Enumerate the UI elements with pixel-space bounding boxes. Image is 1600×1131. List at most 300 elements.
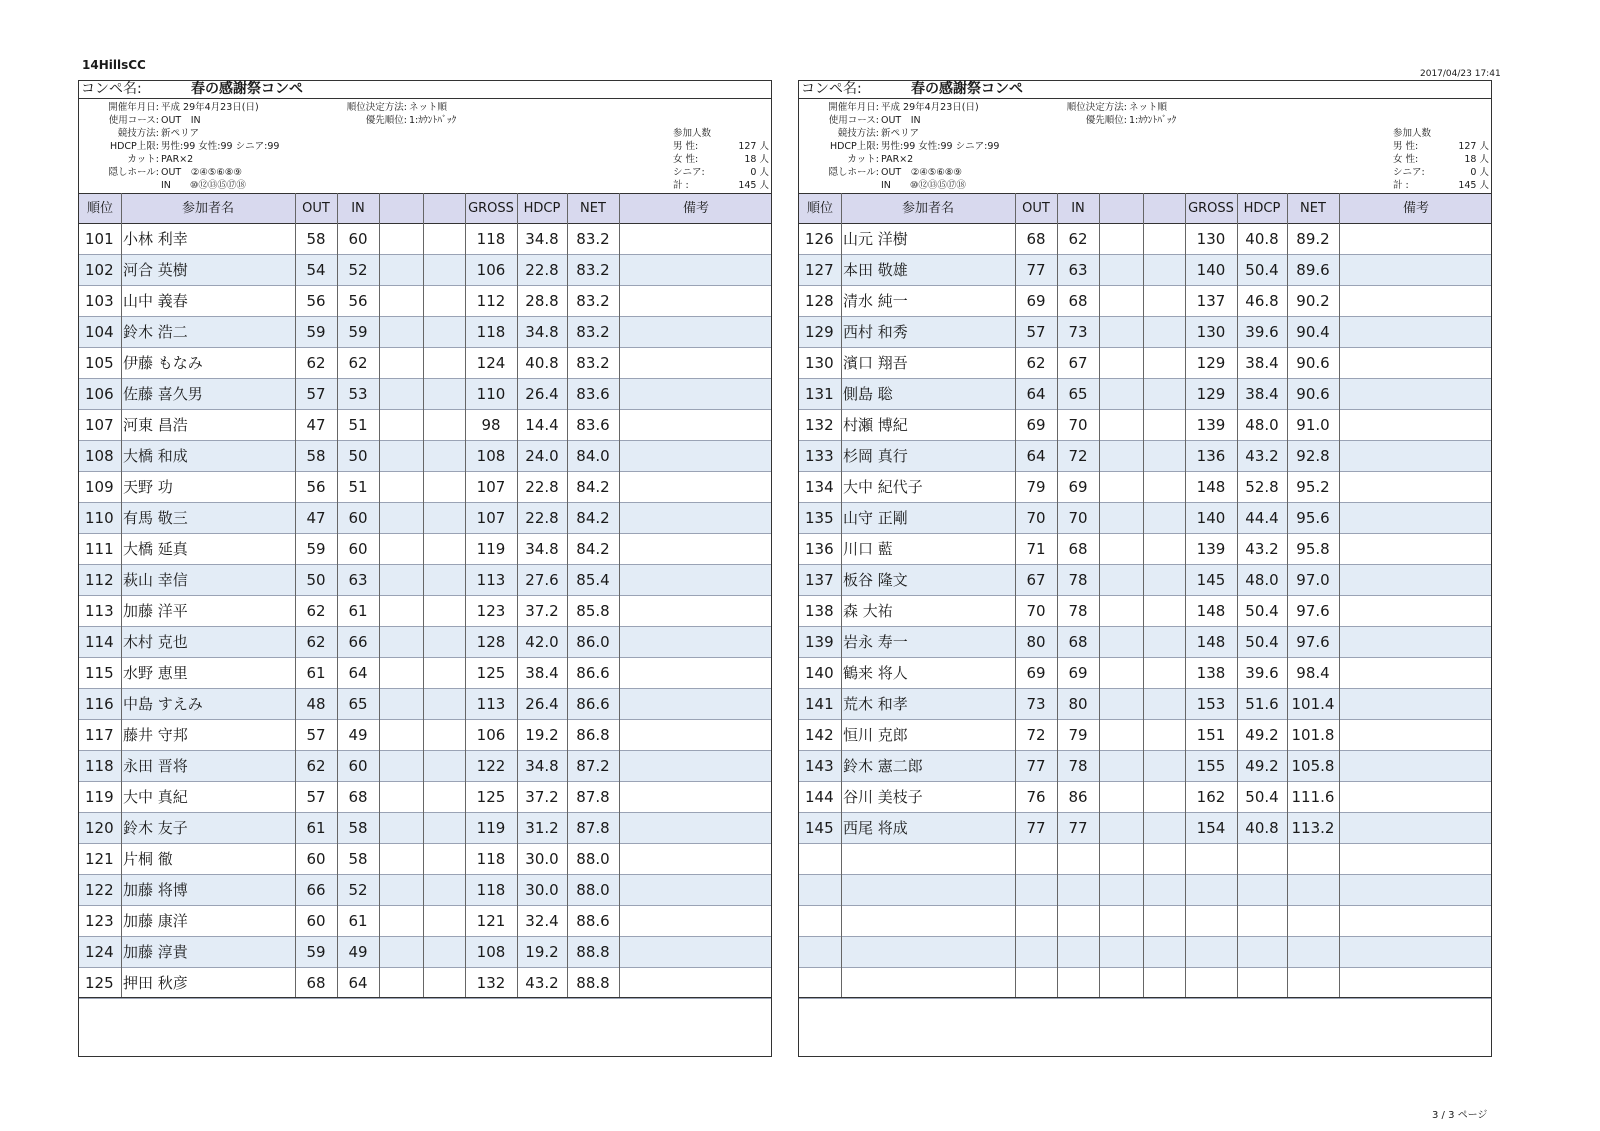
name-cell: 大橋 和成 xyxy=(123,447,188,465)
rank-cell: 111 xyxy=(85,540,114,558)
out-cell: 61 xyxy=(306,664,326,682)
gross-cell: 128 xyxy=(476,633,506,651)
grid-line xyxy=(1057,193,1058,997)
table-row xyxy=(799,379,1491,410)
table-row xyxy=(799,875,1491,906)
out-cell: 57 xyxy=(306,726,326,744)
net-cell: 85.4 xyxy=(576,571,610,589)
net-cell: 86.0 xyxy=(576,633,610,651)
info-value: 平成 29年4月23日(日) xyxy=(161,102,259,113)
rank-cell: 123 xyxy=(85,912,114,930)
net-cell: 83.2 xyxy=(576,323,610,341)
info-key: 隠しホール: xyxy=(108,167,159,178)
grid-line xyxy=(1237,193,1238,997)
table-bottom-border xyxy=(79,997,771,998)
info-key: カット: xyxy=(127,154,159,165)
net-cell: 113.2 xyxy=(1291,819,1335,837)
col-out: OUT xyxy=(1022,201,1050,216)
net-cell: 84.2 xyxy=(576,478,610,496)
in-cell: 63 xyxy=(1068,261,1088,279)
info-value: IN ⑩⑫⑬⑮⑰⑱ xyxy=(881,180,966,191)
table-row xyxy=(799,503,1491,534)
out-cell: 69 xyxy=(1026,664,1046,682)
gross-cell: 124 xyxy=(476,354,506,372)
grid-line xyxy=(1099,193,1100,997)
info-value: 新ペリア xyxy=(881,128,920,139)
hdcp-cell: 30.0 xyxy=(525,850,559,868)
table-row xyxy=(799,317,1491,348)
rank-cell: 131 xyxy=(805,385,834,403)
gross-cell: 130 xyxy=(1196,323,1226,341)
gross-cell: 119 xyxy=(476,540,506,558)
net-cell: 97.0 xyxy=(1296,571,1330,589)
gross-cell: 106 xyxy=(476,261,506,279)
rank-method-label: 順位決定方法: xyxy=(346,102,407,113)
table-row xyxy=(79,286,771,317)
table-row xyxy=(79,317,771,348)
net-cell: 88.0 xyxy=(576,850,610,868)
net-cell: 83.6 xyxy=(576,385,610,403)
net-cell: 98.4 xyxy=(1296,664,1330,682)
rank-method-block xyxy=(1039,102,1239,140)
col-gross: GROSS xyxy=(1188,201,1234,216)
rank-cell: 128 xyxy=(805,292,834,310)
gross-cell: 138 xyxy=(1196,664,1226,682)
gross-cell: 125 xyxy=(476,788,506,806)
hdcp-cell: 44.4 xyxy=(1245,509,1279,527)
name-cell: 加藤 康洋 xyxy=(123,912,188,930)
hdcp-cell: 31.2 xyxy=(525,819,559,837)
rank-cell: 120 xyxy=(85,819,114,837)
table-row xyxy=(799,906,1491,937)
name-cell: 加藤 洋平 xyxy=(123,602,188,620)
col-in: IN xyxy=(351,201,365,216)
table-row xyxy=(79,472,771,503)
rank-cell: 144 xyxy=(805,788,834,806)
gross-cell: 148 xyxy=(1196,478,1226,496)
in-cell: 61 xyxy=(348,912,368,930)
rank-cell: 127 xyxy=(805,261,834,279)
out-cell: 62 xyxy=(1026,354,1046,372)
out-cell: 61 xyxy=(306,819,326,837)
gross-cell: 155 xyxy=(1196,757,1226,775)
count-key: 女 性: xyxy=(1393,154,1419,165)
table-row xyxy=(799,534,1491,565)
table-row xyxy=(79,782,771,813)
name-cell: 加藤 将博 xyxy=(123,881,188,899)
table-row xyxy=(799,658,1491,689)
info-key: 開催年月日: xyxy=(108,102,159,113)
rank-cell: 112 xyxy=(85,571,114,589)
results-panel-left xyxy=(78,80,772,1057)
hdcp-cell: 49.2 xyxy=(1245,726,1279,744)
name-cell: 村瀬 博紀 xyxy=(843,416,908,434)
hdcp-cell: 49.2 xyxy=(1245,757,1279,775)
grid-line xyxy=(619,193,620,997)
hdcp-cell: 43.2 xyxy=(525,974,559,992)
in-cell: 72 xyxy=(1068,447,1088,465)
out-cell: 77 xyxy=(1026,819,1046,837)
name-cell: 有馬 敬三 xyxy=(123,509,188,527)
grid-line xyxy=(1185,193,1186,997)
net-cell: 97.6 xyxy=(1296,633,1330,651)
hdcp-cell: 22.8 xyxy=(525,509,559,527)
rank-cell: 139 xyxy=(805,633,834,651)
gross-cell: 98 xyxy=(481,416,501,434)
hdcp-cell: 43.2 xyxy=(1245,447,1279,465)
out-cell: 59 xyxy=(306,943,326,961)
rank-cell: 135 xyxy=(805,509,834,527)
hdcp-cell: 27.6 xyxy=(525,571,559,589)
info-value: IN ⑩⑫⑬⑮⑰⑱ xyxy=(161,180,246,191)
table-row xyxy=(79,224,771,255)
rank-cell: 133 xyxy=(805,447,834,465)
table-row xyxy=(799,565,1491,596)
name-cell: 杉岡 真行 xyxy=(843,447,908,465)
comp-title-bar xyxy=(79,81,771,99)
results-panel-right xyxy=(798,80,1492,1057)
gross-cell: 140 xyxy=(1196,261,1226,279)
hdcp-cell: 40.8 xyxy=(525,354,559,372)
out-cell: 70 xyxy=(1026,509,1046,527)
net-cell: 90.4 xyxy=(1296,323,1330,341)
hdcp-cell: 32.4 xyxy=(525,912,559,930)
comp-title-bar xyxy=(799,81,1491,99)
col-remarks: 備考 xyxy=(1402,201,1429,216)
hdcp-cell: 34.8 xyxy=(525,230,559,248)
grid-line xyxy=(1015,193,1016,997)
in-cell: 68 xyxy=(1068,540,1088,558)
table-header xyxy=(79,194,771,224)
grid-line xyxy=(1339,193,1340,997)
info-value: 平成 29年4月23日(日) xyxy=(881,102,979,113)
hdcp-cell: 38.4 xyxy=(1245,354,1279,372)
hdcp-cell: 30.0 xyxy=(525,881,559,899)
net-cell: 87.8 xyxy=(576,788,610,806)
gross-cell: 122 xyxy=(476,757,506,775)
name-cell: 西尾 将成 xyxy=(843,819,908,837)
net-cell: 83.2 xyxy=(576,230,610,248)
hdcp-cell: 19.2 xyxy=(525,943,559,961)
in-cell: 49 xyxy=(348,943,368,961)
name-cell: 加藤 淳貴 xyxy=(123,943,188,961)
out-cell: 68 xyxy=(1026,230,1046,248)
net-cell: 87.2 xyxy=(576,757,610,775)
out-cell: 80 xyxy=(1026,633,1046,651)
grid-line xyxy=(465,193,466,997)
net-cell: 83.6 xyxy=(576,416,610,434)
info-key: 競技方法: xyxy=(117,128,159,139)
table-row xyxy=(799,472,1491,503)
rank-cell: 134 xyxy=(805,478,834,496)
name-cell: 谷川 美枝子 xyxy=(843,788,923,806)
grid-line xyxy=(517,193,518,997)
col-out: OUT xyxy=(302,201,330,216)
name-cell: 押田 秋彦 xyxy=(123,974,188,992)
rank-cell: 103 xyxy=(85,292,114,310)
net-cell: 84.2 xyxy=(576,509,610,527)
gross-cell: 129 xyxy=(1196,385,1226,403)
net-cell: 86.8 xyxy=(576,726,610,744)
name-cell: 山守 正剛 xyxy=(843,509,908,527)
hdcp-cell: 48.0 xyxy=(1245,571,1279,589)
table-row xyxy=(799,968,1491,999)
col-name: 参加者名 xyxy=(901,201,954,216)
rank-cell: 141 xyxy=(805,695,834,713)
info-row xyxy=(799,153,1199,166)
net-cell: 87.8 xyxy=(576,819,610,837)
gross-cell: 113 xyxy=(476,695,506,713)
rank-cell: 126 xyxy=(805,230,834,248)
net-cell: 91.0 xyxy=(1296,416,1330,434)
hdcp-cell: 42.0 xyxy=(525,633,559,651)
in-cell: 78 xyxy=(1068,757,1088,775)
rank-cell: 140 xyxy=(805,664,834,682)
count-value: 145 人 xyxy=(1458,180,1489,191)
gross-cell: 118 xyxy=(476,850,506,868)
table-row xyxy=(79,813,771,844)
rank-cell: 132 xyxy=(805,416,834,434)
out-cell: 76 xyxy=(1026,788,1046,806)
gross-cell: 113 xyxy=(476,571,506,589)
table-row xyxy=(799,937,1491,968)
hdcp-cell: 46.8 xyxy=(1245,292,1279,310)
out-cell: 72 xyxy=(1026,726,1046,744)
out-cell: 47 xyxy=(306,509,326,527)
table-row xyxy=(79,441,771,472)
table-row xyxy=(79,534,771,565)
count-row xyxy=(1393,153,1493,166)
gross-cell: 148 xyxy=(1196,602,1226,620)
info-value: OUT ②④⑤⑥⑧⑨ xyxy=(161,167,242,178)
net-cell: 84.0 xyxy=(576,447,610,465)
hdcp-cell: 50.4 xyxy=(1245,261,1279,279)
out-cell: 59 xyxy=(306,540,326,558)
name-cell: 大中 紀代子 xyxy=(843,478,923,496)
gross-cell: 130 xyxy=(1196,230,1226,248)
gross-cell: 112 xyxy=(476,292,506,310)
count-row xyxy=(673,179,773,192)
name-cell: 伊藤 もなみ xyxy=(123,354,203,372)
in-cell: 69 xyxy=(1068,478,1088,496)
hdcp-cell: 43.2 xyxy=(1245,540,1279,558)
gross-cell: 110 xyxy=(476,385,506,403)
rank-cell: 125 xyxy=(85,974,114,992)
out-cell: 62 xyxy=(306,633,326,651)
rank-cell: 114 xyxy=(85,633,114,651)
table-row xyxy=(799,627,1491,658)
hdcp-cell: 48.0 xyxy=(1245,416,1279,434)
rank-cell: 105 xyxy=(85,354,114,372)
in-cell: 68 xyxy=(348,788,368,806)
hdcp-cell: 22.8 xyxy=(525,478,559,496)
info-key: 開催年月日: xyxy=(828,102,879,113)
count-row xyxy=(673,166,773,179)
name-cell: 鈴木 憲二郎 xyxy=(843,757,923,775)
out-cell: 62 xyxy=(306,757,326,775)
hdcp-cell: 38.4 xyxy=(1245,385,1279,403)
grid-line xyxy=(121,193,122,997)
name-cell: 側島 聡 xyxy=(843,385,893,403)
hdcp-cell: 37.2 xyxy=(525,602,559,620)
gross-cell: 108 xyxy=(476,943,506,961)
name-cell: 恒川 克郎 xyxy=(843,726,908,744)
in-cell: 60 xyxy=(348,509,368,527)
rank-cell: 130 xyxy=(805,354,834,372)
net-cell: 105.8 xyxy=(1291,757,1335,775)
gross-cell: 106 xyxy=(476,726,506,744)
result-rows xyxy=(79,224,771,999)
gross-cell: 107 xyxy=(476,509,506,527)
table-row xyxy=(79,596,771,627)
table-row xyxy=(79,875,771,906)
net-cell: 86.6 xyxy=(576,695,610,713)
rank-cell: 101 xyxy=(85,230,114,248)
net-cell: 88.8 xyxy=(576,943,610,961)
hdcp-cell: 40.8 xyxy=(1245,819,1279,837)
in-cell: 62 xyxy=(1068,230,1088,248)
gross-cell: 119 xyxy=(476,819,506,837)
in-cell: 61 xyxy=(348,602,368,620)
rank-cell: 143 xyxy=(805,757,834,775)
net-cell: 89.2 xyxy=(1296,230,1330,248)
gross-cell: 118 xyxy=(476,881,506,899)
name-cell: 清水 純一 xyxy=(843,292,908,310)
info-key: 使用コース: xyxy=(108,115,159,126)
net-cell: 84.2 xyxy=(576,540,610,558)
count-key: 計 : xyxy=(1393,180,1409,191)
table-bottom-border xyxy=(799,997,1491,998)
name-cell: 大橋 延真 xyxy=(123,540,188,558)
in-cell: 50 xyxy=(348,447,368,465)
out-cell: 60 xyxy=(306,850,326,868)
name-cell: 山元 洋樹 xyxy=(843,230,908,248)
in-cell: 86 xyxy=(1068,788,1088,806)
count-key: 計 : xyxy=(673,180,689,191)
table-row xyxy=(79,658,771,689)
table-row xyxy=(79,627,771,658)
col-in: IN xyxy=(1071,201,1085,216)
out-cell: 56 xyxy=(306,292,326,310)
table-row xyxy=(799,348,1491,379)
out-cell: 64 xyxy=(1026,447,1046,465)
grid-line xyxy=(379,193,380,997)
count-value: 127 人 xyxy=(1458,141,1489,152)
out-cell: 62 xyxy=(306,602,326,620)
hdcp-cell: 22.8 xyxy=(525,261,559,279)
table-row xyxy=(79,503,771,534)
name-cell: 鶴来 将人 xyxy=(843,664,908,682)
name-cell: 永田 晋将 xyxy=(123,757,188,775)
info-key: カット: xyxy=(847,154,879,165)
rank-cell: 137 xyxy=(805,571,834,589)
name-cell: 片桐 徹 xyxy=(123,850,173,868)
gross-cell: 145 xyxy=(1196,571,1226,589)
print-datetime: 2017/04/23 17:41 xyxy=(1420,69,1501,79)
name-cell: 佐藤 喜久男 xyxy=(123,385,203,403)
table-row xyxy=(799,844,1491,875)
out-cell: 48 xyxy=(306,695,326,713)
table-row xyxy=(79,565,771,596)
gross-cell: 118 xyxy=(476,323,506,341)
count-value: 145 人 xyxy=(738,180,769,191)
club-name: 14HillsCC xyxy=(82,58,146,72)
count-row xyxy=(673,153,773,166)
name-cell: 濱口 翔吾 xyxy=(843,354,908,372)
table-row xyxy=(799,286,1491,317)
hdcp-cell: 28.8 xyxy=(525,292,559,310)
gross-cell: 139 xyxy=(1196,416,1226,434)
gross-cell: 129 xyxy=(1196,354,1226,372)
net-cell: 83.2 xyxy=(576,261,610,279)
info-value: PAR×2 xyxy=(161,154,194,165)
in-cell: 59 xyxy=(348,323,368,341)
info-value: 男性:99 女性:99 シニア:99 xyxy=(161,141,280,152)
grid-line xyxy=(841,193,842,997)
info-key: HDCP上限: xyxy=(829,141,879,152)
table-row xyxy=(799,441,1491,472)
gross-cell: 118 xyxy=(476,230,506,248)
net-cell: 88.8 xyxy=(576,974,610,992)
info-row xyxy=(799,140,1199,153)
priority-label: 優先順位: xyxy=(1085,115,1127,126)
out-cell: 68 xyxy=(306,974,326,992)
rank-cell: 109 xyxy=(85,478,114,496)
info-key: HDCP上限: xyxy=(109,141,159,152)
in-cell: 60 xyxy=(348,540,368,558)
table-row xyxy=(799,596,1491,627)
net-cell: 88.0 xyxy=(576,881,610,899)
count-caption: 参加人数 xyxy=(673,128,712,139)
col-hdcp: HDCP xyxy=(523,201,561,216)
col-remarks: 備考 xyxy=(682,201,709,216)
info-row xyxy=(799,179,1199,192)
priority-label: 優先順位: xyxy=(365,115,407,126)
gross-cell: 107 xyxy=(476,478,506,496)
net-cell: 86.6 xyxy=(576,664,610,682)
net-cell: 90.6 xyxy=(1296,385,1330,403)
in-cell: 51 xyxy=(348,478,368,496)
out-cell: 58 xyxy=(306,230,326,248)
in-cell: 65 xyxy=(348,695,368,713)
net-cell: 101.4 xyxy=(1291,695,1335,713)
gross-cell: 108 xyxy=(476,447,506,465)
table-row xyxy=(799,224,1491,255)
name-cell: 川口 藍 xyxy=(843,540,893,558)
rank-cell: 106 xyxy=(85,385,114,403)
hdcp-cell: 26.4 xyxy=(525,695,559,713)
panel-header xyxy=(799,81,1491,194)
name-cell: 河合 英樹 xyxy=(123,261,188,279)
in-cell: 65 xyxy=(1068,385,1088,403)
name-cell: 本田 敬雄 xyxy=(843,261,908,279)
result-rows xyxy=(799,224,1491,999)
gross-cell: 132 xyxy=(476,974,506,992)
grid-line xyxy=(567,193,568,997)
in-cell: 68 xyxy=(1068,292,1088,310)
hdcp-cell: 34.8 xyxy=(525,757,559,775)
rank-cell: 129 xyxy=(805,323,834,341)
count-key: 男 性: xyxy=(673,141,699,152)
table-row xyxy=(79,689,771,720)
in-cell: 60 xyxy=(348,230,368,248)
out-cell: 56 xyxy=(306,478,326,496)
count-key: シニア: xyxy=(1393,167,1425,178)
in-cell: 67 xyxy=(1068,354,1088,372)
gross-cell: 139 xyxy=(1196,540,1226,558)
rank-cell: 115 xyxy=(85,664,114,682)
in-cell: 73 xyxy=(1068,323,1088,341)
